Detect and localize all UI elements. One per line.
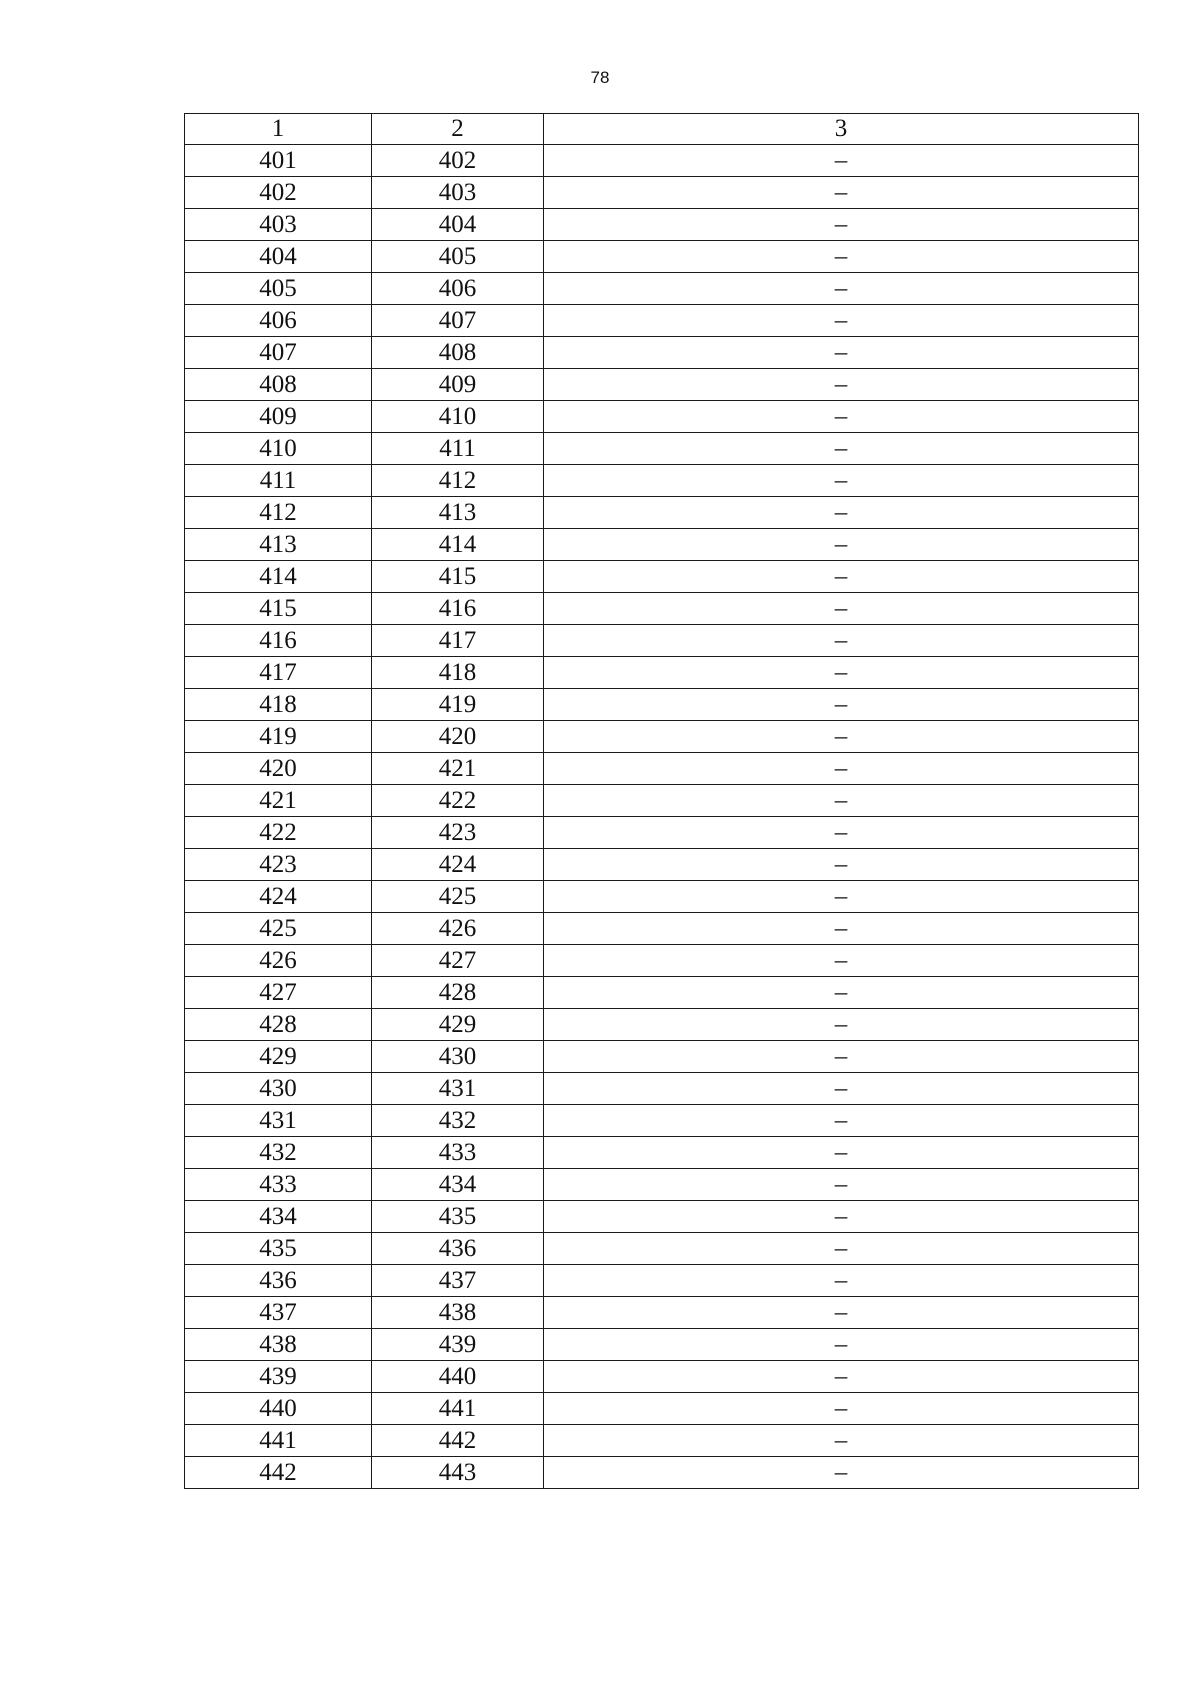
- table-row: [185, 1393, 1139, 1425]
- table-cell-col-3: –: [544, 305, 1139, 337]
- table-cell-col-3: –: [544, 209, 1139, 241]
- table-cell-col-2: 432: [372, 1105, 544, 1137]
- table-row: [185, 177, 1139, 209]
- table-cell-col-1: 437: [185, 1297, 372, 1329]
- table-cell-col-2: 442: [372, 1425, 544, 1457]
- table-cell-col-1: 406: [185, 305, 372, 337]
- table-row: [185, 593, 1139, 625]
- table-row: [185, 849, 1139, 881]
- table-cell-col-3: –: [544, 273, 1139, 305]
- table-cell-col-2: 412: [372, 465, 544, 497]
- table-cell-col-3: –: [544, 1169, 1139, 1201]
- table-cell-col-2: 413: [372, 497, 544, 529]
- table-row: [185, 1073, 1139, 1105]
- table-cell-col-2: 427: [372, 945, 544, 977]
- table-row: [185, 945, 1139, 977]
- table-cell-col-1: 423: [185, 849, 372, 881]
- table-cell-col-3: –: [544, 1233, 1139, 1265]
- table-cell-col-1: 442: [185, 1457, 372, 1489]
- table-cell-col-3: –: [544, 881, 1139, 913]
- table-cell-col-3: –: [544, 1137, 1139, 1169]
- table-cell-col-1: 418: [185, 689, 372, 721]
- table-cell-col-1: 427: [185, 977, 372, 1009]
- table-cell-col-1: 426: [185, 945, 372, 977]
- column-header-1: 1: [185, 114, 372, 145]
- table-cell-col-3: –: [544, 337, 1139, 369]
- table-row: [185, 465, 1139, 497]
- table-cell-col-1: 425: [185, 913, 372, 945]
- table-cell-col-2: 414: [372, 529, 544, 561]
- table-cell-col-1: 416: [185, 625, 372, 657]
- column-header-2: 2: [372, 114, 544, 145]
- table-cell-col-1: 436: [185, 1265, 372, 1297]
- table-cell-col-1: 413: [185, 529, 372, 561]
- table-cell-col-2: 439: [372, 1329, 544, 1361]
- table-cell-col-2: 434: [372, 1169, 544, 1201]
- table-body: [185, 114, 1139, 1489]
- table-row: [185, 817, 1139, 849]
- table-cell-col-2: 431: [372, 1073, 544, 1105]
- table-cell-col-2: 433: [372, 1137, 544, 1169]
- table-cell-col-3: –: [544, 465, 1139, 497]
- table-row: [185, 1425, 1139, 1457]
- table-row: [185, 1297, 1139, 1329]
- table-cell-col-3: –: [544, 849, 1139, 881]
- data-table: [184, 113, 1139, 1489]
- table-cell-col-3: –: [544, 593, 1139, 625]
- table-cell-col-1: 419: [185, 721, 372, 753]
- table-cell-col-2: 409: [372, 369, 544, 401]
- table-cell-col-2: 405: [372, 241, 544, 273]
- table-cell-col-3: –: [544, 625, 1139, 657]
- table-cell-col-2: 416: [372, 593, 544, 625]
- table-cell-col-3: –: [544, 369, 1139, 401]
- table-cell-col-2: 440: [372, 1361, 544, 1393]
- table-cell-col-2: 402: [372, 145, 544, 177]
- table-cell-col-1: 414: [185, 561, 372, 593]
- table-header-row: [185, 114, 1139, 145]
- table-cell-col-1: 403: [185, 209, 372, 241]
- table-cell-col-3: –: [544, 1009, 1139, 1041]
- table-cell-col-1: 439: [185, 1361, 372, 1393]
- table-cell-col-3: –: [544, 657, 1139, 689]
- table-row: [185, 337, 1139, 369]
- table-cell-col-1: 424: [185, 881, 372, 913]
- table-cell-col-1: 405: [185, 273, 372, 305]
- table-cell-col-2: 426: [372, 913, 544, 945]
- table-cell-col-3: –: [544, 977, 1139, 1009]
- table-cell-col-2: 422: [372, 785, 544, 817]
- table-row: [185, 657, 1139, 689]
- table-cell-col-3: –: [544, 497, 1139, 529]
- table-cell-col-3: –: [544, 433, 1139, 465]
- table-cell-col-1: 434: [185, 1201, 372, 1233]
- table-cell-col-3: –: [544, 1393, 1139, 1425]
- table-cell-col-3: –: [544, 401, 1139, 433]
- table-cell-col-3: –: [544, 1041, 1139, 1073]
- table-cell-col-2: 407: [372, 305, 544, 337]
- table-row: [185, 561, 1139, 593]
- table-cell-col-3: –: [544, 145, 1139, 177]
- table-cell-col-3: –: [544, 1425, 1139, 1457]
- table-cell-col-2: 441: [372, 1393, 544, 1425]
- table-cell-col-2: 437: [372, 1265, 544, 1297]
- table-cell-col-1: 433: [185, 1169, 372, 1201]
- table-row: [185, 1361, 1139, 1393]
- table-cell-col-3: –: [544, 817, 1139, 849]
- table-cell-col-1: 401: [185, 145, 372, 177]
- table-cell-col-2: 424: [372, 849, 544, 881]
- table-cell-col-2: 408: [372, 337, 544, 369]
- table-cell-col-1: 409: [185, 401, 372, 433]
- table-row: [185, 1041, 1139, 1073]
- table-row: [185, 241, 1139, 273]
- table-row: [185, 1265, 1139, 1297]
- table-cell-col-1: 402: [185, 177, 372, 209]
- table-row: [185, 785, 1139, 817]
- table-cell-col-1: 420: [185, 753, 372, 785]
- table-cell-col-1: 441: [185, 1425, 372, 1457]
- table-cell-col-3: –: [544, 177, 1139, 209]
- table-cell-col-1: 422: [185, 817, 372, 849]
- table-cell-col-1: 431: [185, 1105, 372, 1137]
- table-cell-col-2: 418: [372, 657, 544, 689]
- table-row: [185, 273, 1139, 305]
- table-cell-col-2: 406: [372, 273, 544, 305]
- table-cell-col-3: –: [544, 945, 1139, 977]
- table-row: [185, 433, 1139, 465]
- table-cell-col-3: –: [544, 1265, 1139, 1297]
- table-row: [185, 529, 1139, 561]
- table-cell-col-1: 404: [185, 241, 372, 273]
- table-cell-col-1: 432: [185, 1137, 372, 1169]
- table-cell-col-2: 438: [372, 1297, 544, 1329]
- table-cell-col-3: –: [544, 721, 1139, 753]
- table-row: [185, 977, 1139, 1009]
- table-cell-col-1: 435: [185, 1233, 372, 1265]
- table-cell-col-3: –: [544, 1297, 1139, 1329]
- table-cell-col-2: 415: [372, 561, 544, 593]
- table-row: [185, 497, 1139, 529]
- table-cell-col-1: 428: [185, 1009, 372, 1041]
- table-cell-col-3: –: [544, 785, 1139, 817]
- table-row: [185, 689, 1139, 721]
- table-cell-col-2: 429: [372, 1009, 544, 1041]
- table-cell-col-1: 412: [185, 497, 372, 529]
- table-row: [185, 1137, 1139, 1169]
- table-cell-col-2: 435: [372, 1201, 544, 1233]
- table-row: [185, 1169, 1139, 1201]
- table-cell-col-3: –: [544, 1457, 1139, 1489]
- table-cell-col-2: 410: [372, 401, 544, 433]
- table-cell-col-1: 410: [185, 433, 372, 465]
- table-cell-col-2: 404: [372, 209, 544, 241]
- table-cell-col-2: 436: [372, 1233, 544, 1265]
- table-row: [185, 1105, 1139, 1137]
- table-cell-col-1: 430: [185, 1073, 372, 1105]
- table-row: [185, 753, 1139, 785]
- table-cell-col-1: 408: [185, 369, 372, 401]
- page-number: 78: [590, 68, 610, 87]
- table-cell-col-3: –: [544, 241, 1139, 273]
- table-row: [185, 881, 1139, 913]
- table-cell-col-2: 403: [372, 177, 544, 209]
- table-cell-col-1: 429: [185, 1041, 372, 1073]
- table-cell-col-1: 415: [185, 593, 372, 625]
- table-cell-col-3: –: [544, 1201, 1139, 1233]
- table-cell-col-2: 428: [372, 977, 544, 1009]
- table-cell-col-2: 421: [372, 753, 544, 785]
- table-cell-col-2: 420: [372, 721, 544, 753]
- table-row: [185, 625, 1139, 657]
- table-cell-col-3: –: [544, 561, 1139, 593]
- table-cell-col-3: –: [544, 1329, 1139, 1361]
- table-cell-col-1: 417: [185, 657, 372, 689]
- table-cell-col-1: 438: [185, 1329, 372, 1361]
- table-cell-col-1: 421: [185, 785, 372, 817]
- table-cell-col-2: 423: [372, 817, 544, 849]
- table-cell-col-2: 425: [372, 881, 544, 913]
- table-row: [185, 913, 1139, 945]
- table-row: [185, 1009, 1139, 1041]
- table-cell-col-3: –: [544, 1073, 1139, 1105]
- table-row: [185, 305, 1139, 337]
- table-cell-col-2: 419: [372, 689, 544, 721]
- table-cell-col-3: –: [544, 689, 1139, 721]
- table-cell-col-2: 411: [372, 433, 544, 465]
- table-cell-col-3: –: [544, 1105, 1139, 1137]
- table-row: [185, 1233, 1139, 1265]
- table-cell-col-2: 430: [372, 1041, 544, 1073]
- table-row: [185, 1457, 1139, 1489]
- table-cell-col-3: –: [544, 1361, 1139, 1393]
- table-cell-col-1: 440: [185, 1393, 372, 1425]
- table-row: [185, 369, 1139, 401]
- table-row: [185, 401, 1139, 433]
- table-row: [185, 1201, 1139, 1233]
- table-cell-col-3: –: [544, 529, 1139, 561]
- table-cell-col-1: 407: [185, 337, 372, 369]
- table-row: [185, 209, 1139, 241]
- table-cell-col-2: 443: [372, 1457, 544, 1489]
- table-row: [185, 145, 1139, 177]
- column-header-3: 3: [544, 114, 1139, 145]
- table-row: [185, 1329, 1139, 1361]
- table-cell-col-1: 411: [185, 465, 372, 497]
- table-cell-col-3: –: [544, 913, 1139, 945]
- table-cell-col-3: –: [544, 753, 1139, 785]
- table-cell-col-2: 417: [372, 625, 544, 657]
- table-row: [185, 721, 1139, 753]
